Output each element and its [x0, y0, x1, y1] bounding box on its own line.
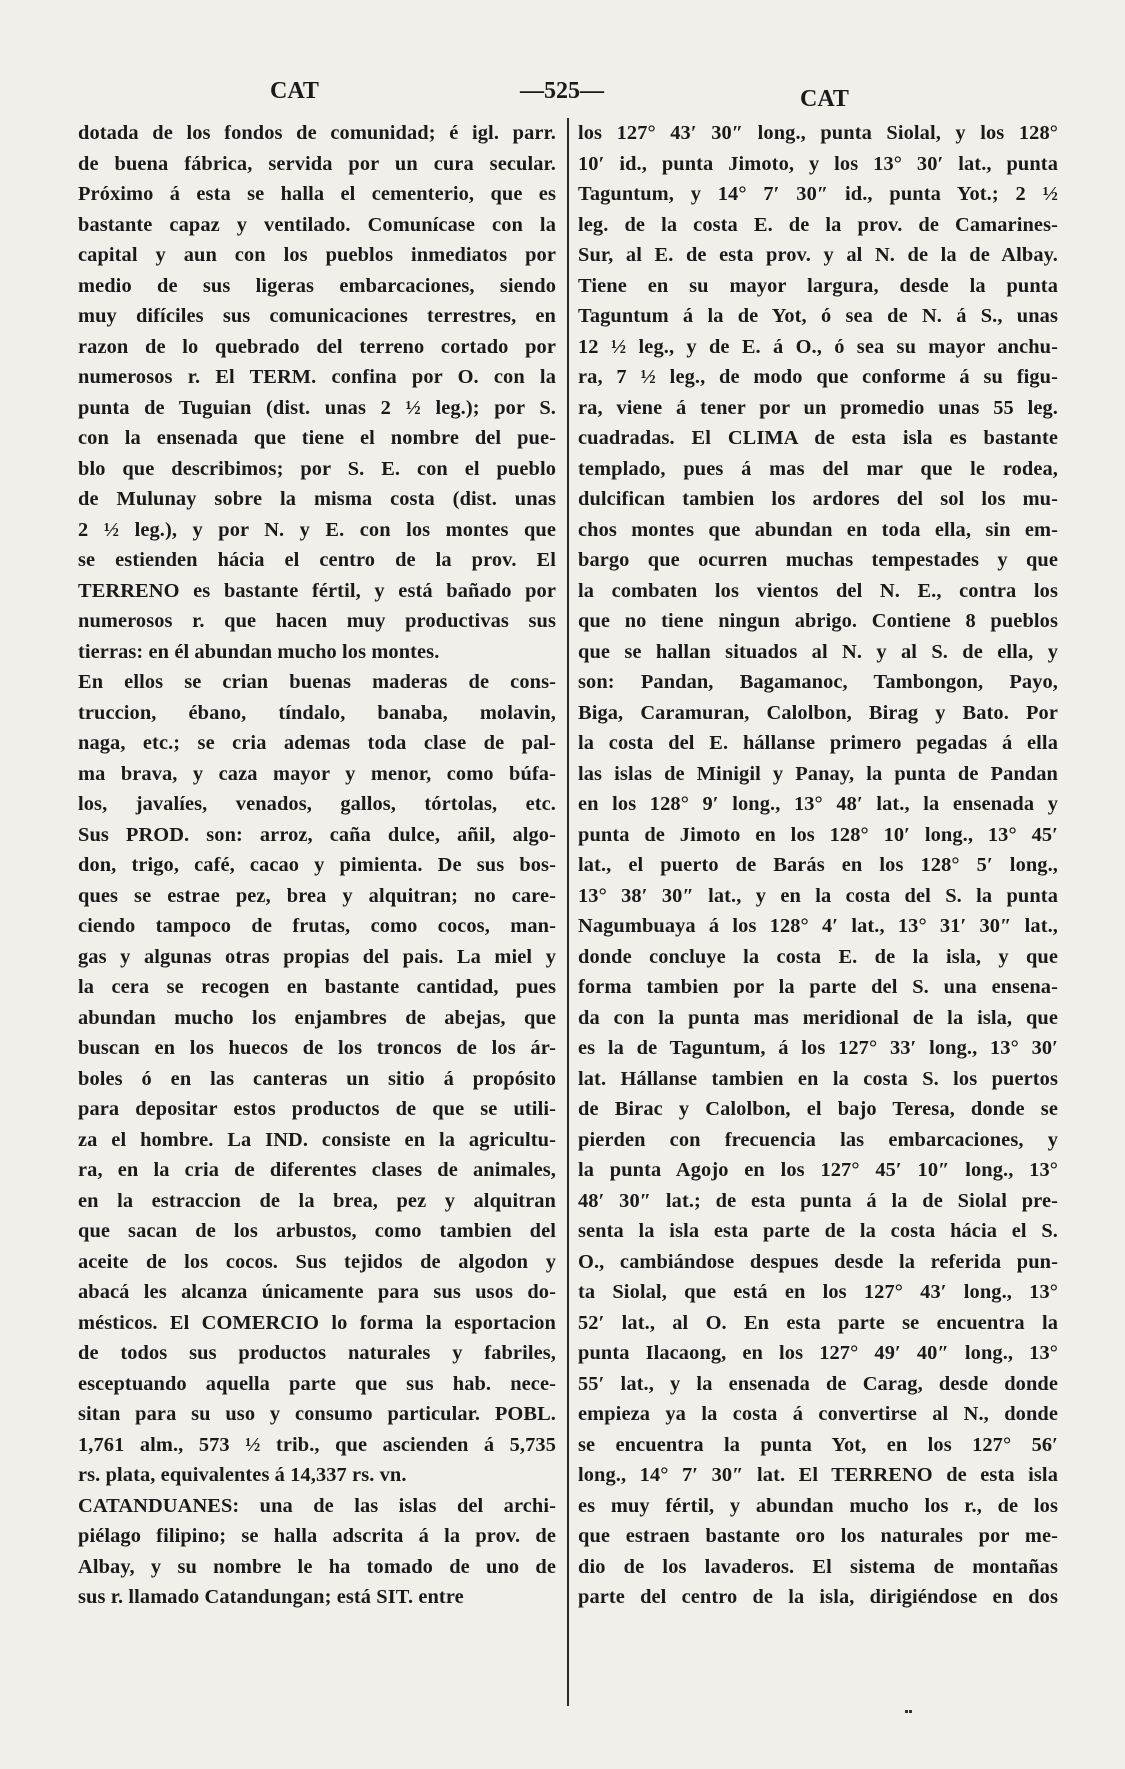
- text-line: tierras: en él abundan mucho los montes.: [78, 640, 440, 663]
- text-line: la punta Agojo en los 127° 45′ 10″ long., 13°: [578, 1159, 1058, 1181]
- text-line: long., 14° 7′ 30″ lat. El TERRENO de esta isla: [578, 1464, 1058, 1486]
- text-line: Biga, Caramuran, Calolbon, Birag y Bato. Por: [578, 701, 1058, 724]
- text-line: ma brava, y caza mayor y menor, como búfa-: [78, 762, 556, 785]
- text-line: en la estraccion de la brea, pez y alquitran: [78, 1189, 556, 1212]
- text-line: TERRENO es bastante fértil, y está bañado por: [78, 579, 556, 602]
- text-line: naga, etc.; se cria ademas toda clase de pal-: [78, 732, 556, 754]
- text-line: buscan en los huecos de los troncos de los ár-: [78, 1037, 556, 1059]
- text-line: en los 128° 9′ long., 13° 48′ lat., la ensenada y: [578, 793, 1058, 815]
- text-line: bargo que ocurren muchas tempestades y que: [578, 549, 1058, 571]
- text-line: 13° 38′ 30″ lat., y en la costa del S. la punta: [578, 884, 1058, 907]
- text-line: con la ensenada que tiene el nombre del pue-: [78, 427, 556, 449]
- text-line: dulcifican tambien los ardores del sol los mu-: [578, 488, 1058, 510]
- header-left-word: CAT: [270, 78, 319, 104]
- text-line: punta de Jimoto en los 128° 10′ long., 13° 45′: [578, 823, 1058, 846]
- column-divider: [567, 118, 569, 1706]
- text-line: lat., el puerto de Barás en los 128° 5′ long.,: [578, 854, 1058, 876]
- text-line: CATANDUANES: una de las islas del archi-: [78, 1494, 556, 1517]
- text-line: senta la isla esta parte de la costa hácia el S.: [578, 1220, 1058, 1242]
- text-line: cuadradas. El CLIMA de esta isla es bastante: [578, 427, 1058, 449]
- text-line: que estraen bastante oro los naturales por me-: [578, 1525, 1058, 1547]
- text-line: ques se estrae pez, brea y alquitran; no care-: [78, 884, 556, 907]
- text-line: se encuentra la punta Yot, en los 127° 56′: [578, 1433, 1058, 1456]
- text-line: la cera se recogen en bastante cantidad, pues: [78, 976, 556, 998]
- text-line: esceptuando aquella parte que sus hab. nece-: [78, 1372, 556, 1395]
- text-line: ra, 7 ½ leg., de modo que conforme á su figu-: [578, 366, 1058, 388]
- text-line: las islas de Minigil y Panay, la punta de Pandan: [578, 762, 1058, 785]
- text-line: 55′ lat., y la ensenada de Carag, desde donde: [578, 1372, 1058, 1395]
- text-line: capital y aun con los pueblos inmediatos por: [78, 244, 556, 266]
- text-line: numerosos r. que hacen muy productivas sus: [78, 610, 556, 632]
- text-line: da con la punta mas meridional de la isla, que: [578, 1006, 1058, 1029]
- text-line: son: Pandan, Bagamanoc, Tambongon, Payo,: [578, 671, 1058, 693]
- text-line: ra, viene á tener por un promedio unas 55 leg.: [578, 396, 1058, 419]
- text-line: Próximo á esta se halla el cementerio, que es: [78, 183, 556, 205]
- text-line: 48′ 30″ lat.; de esta punta á la de Siolal pre-: [578, 1189, 1058, 1212]
- text-line: gas y algunas otras propias del pais. La miel y: [78, 945, 556, 968]
- text-line: que no tiene ningun abrigo. Contiene 8 pueblos: [578, 610, 1058, 632]
- text-line: empieza ya la costa á convertirse al N., donde: [578, 1403, 1058, 1425]
- text-line: 1,761 alm., 573 ½ trib., que ascienden á 5,735: [78, 1433, 556, 1456]
- text-line: que sacan de los arbustos, como tambien del: [78, 1220, 556, 1242]
- text-line: dotada de los fondos de comunidad; é igl. parr.: [78, 122, 556, 144]
- text-line: abacá les alcanza únicamente para sus usos do-: [78, 1281, 556, 1303]
- text-line: chos montes que abundan en toda ella, sin em-: [578, 518, 1058, 541]
- text-line: Sur, al E. de esta prov. y al N. de la de Albay.: [578, 244, 1058, 266]
- text-line: ciendo tampoco de frutas, como cocos, man-: [78, 915, 556, 937]
- text-line: Taguntum á la de Yot, ó sea de N. á S., unas: [578, 305, 1058, 327]
- text-line: es la de Taguntum, á los 127° 33′ long., 13° 30′: [578, 1037, 1058, 1059]
- text-line: razon de lo quebrado del terreno cortado por: [78, 335, 556, 358]
- text-line: Sus PROD. son: arroz, caña dulce, añil, algo-: [78, 823, 556, 846]
- text-line: En ellos se crian buenas maderas de cons-: [78, 671, 556, 693]
- text-line: sitan para su uso y consumo particular. POBL.: [78, 1403, 556, 1425]
- text-line: don, trigo, café, cacao y pimienta. De sus bos-: [78, 854, 556, 876]
- text-line: blo que describimos; por S. E. con el pueblo: [78, 457, 556, 480]
- text-line: muy difíciles sus comunicaciones terrestres, en: [78, 305, 556, 327]
- text-line: punta de Tuguian (dist. unas 2 ½ leg.); por S.: [78, 396, 556, 419]
- page-number: —525—: [520, 78, 604, 104]
- text-line: mésticos. El COMERCIO lo forma la esportacion: [78, 1311, 556, 1334]
- text-line: lat. Hállanse tambien en la costa S. los puertos: [578, 1067, 1058, 1090]
- text-line: de todos sus productos naturales y fabriles,: [78, 1342, 556, 1364]
- text-line: Taguntum, y 14° 7′ 30″ id., punta Yot.; 2 ½: [578, 183, 1058, 205]
- text-line: dio de los lavaderos. El sistema de montañas: [578, 1555, 1058, 1578]
- text-line: O., cambiándose despues desde la referida pun-: [578, 1250, 1058, 1273]
- text-line: los, javalíes, venados, gallos, tórtolas, etc.: [78, 793, 556, 815]
- text-line: 12 ½ leg., y de E. á O., ó sea su mayor anchu-: [578, 335, 1058, 358]
- text-line: abundan mucho los enjambres de abejas, que: [78, 1006, 556, 1029]
- text-line: truccion, ébano, tíndalo, banaba, molavin,: [78, 701, 556, 724]
- text-line: 52′ lat., al O. En esta parte se encuentra la: [578, 1311, 1058, 1334]
- text-line: Nagumbuaya á los 128° 4′ lat., 13° 31′ 30″ lat.,: [578, 915, 1058, 937]
- text-line: ta Siolal, que está en los 127° 43′ long., 13°: [578, 1281, 1058, 1303]
- text-line: donde concluye la costa E. de la isla, y que: [578, 945, 1058, 968]
- text-line: parte del centro de la isla, dirigiéndose en dos: [578, 1586, 1058, 1608]
- text-line: za el hombre. La IND. consiste en la agricultu-: [78, 1128, 556, 1151]
- text-line: de Mulunay sobre la misma costa (dist. unas: [78, 488, 556, 510]
- text-line: aceite de los cocos. Sus tejidos de algodon y: [78, 1250, 556, 1273]
- text-line: templado, pues á mas del mar que le rodea,: [578, 457, 1058, 480]
- text-line: sus r. llamado Catandungan; está SIT. entre: [78, 1586, 464, 1608]
- text-line: la costa del E. hállanse primero pegadas á ella: [578, 732, 1058, 754]
- page-mark: [905, 1710, 909, 1727]
- text-line: Tiene en su mayor largura, desde la punta: [578, 274, 1058, 297]
- text-line: de buena fábrica, servida por un cura secular.: [78, 152, 556, 175]
- text-line: de Birac y Calolbon, el bajo Teresa, donde se: [578, 1098, 1058, 1120]
- text-line: pierden con frecuencia las embarcaciones, y: [578, 1128, 1058, 1151]
- text-line: 10′ id., punta Jimoto, y los 13° 30′ lat., punta: [578, 152, 1058, 175]
- running-header: [80, 78, 1050, 118]
- text-line: los 127° 43′ 30″ long., punta Siolal, y los 128°: [578, 122, 1058, 144]
- text-line: numerosos r. El TERM. confina por O. con la: [78, 366, 556, 388]
- text-line: bastante capaz y ventilado. Comunícase con la: [78, 213, 556, 236]
- text-line: punta Ilacaong, en los 127° 49′ 40″ long., 13°: [578, 1342, 1058, 1364]
- text-line: forma tambien por la parte del S. una ensena-: [578, 976, 1058, 998]
- text-line: rs. plata, equivalentes á 14,337 rs. vn.: [78, 1464, 407, 1486]
- text-line: boles ó en las canteras un sitio á propósito: [78, 1067, 556, 1090]
- right-column: [578, 118, 1058, 1613]
- left-column: [78, 118, 556, 1613]
- text-line: leg. de la costa E. de la prov. de Camarines-: [578, 213, 1058, 236]
- text-line: la combaten los vientos del N. E., contra los: [578, 579, 1058, 602]
- text-line: para depositar estos productos de que se utili-: [78, 1098, 556, 1120]
- text-line: que se hallan situados al N. y al S. de ella, y: [578, 640, 1058, 663]
- text-line: piélago filipino; se halla adscrita á la prov. de: [78, 1525, 556, 1547]
- text-line: 2 ½ leg.), y por N. y E. con los montes que: [78, 518, 556, 541]
- text-line: se estienden hácia el centro de la prov. El: [78, 549, 556, 571]
- text-line: Albay, y su nombre le ha tomado de uno de: [78, 1555, 556, 1578]
- text-line: medio de sus ligeras embarcaciones, siendo: [78, 274, 556, 297]
- header-right-word: CAT: [800, 86, 849, 112]
- text-line: es muy fértil, y abundan mucho los r., de los: [578, 1494, 1058, 1517]
- text-line: ra, en la cria de diferentes clases de animales,: [78, 1159, 556, 1181]
